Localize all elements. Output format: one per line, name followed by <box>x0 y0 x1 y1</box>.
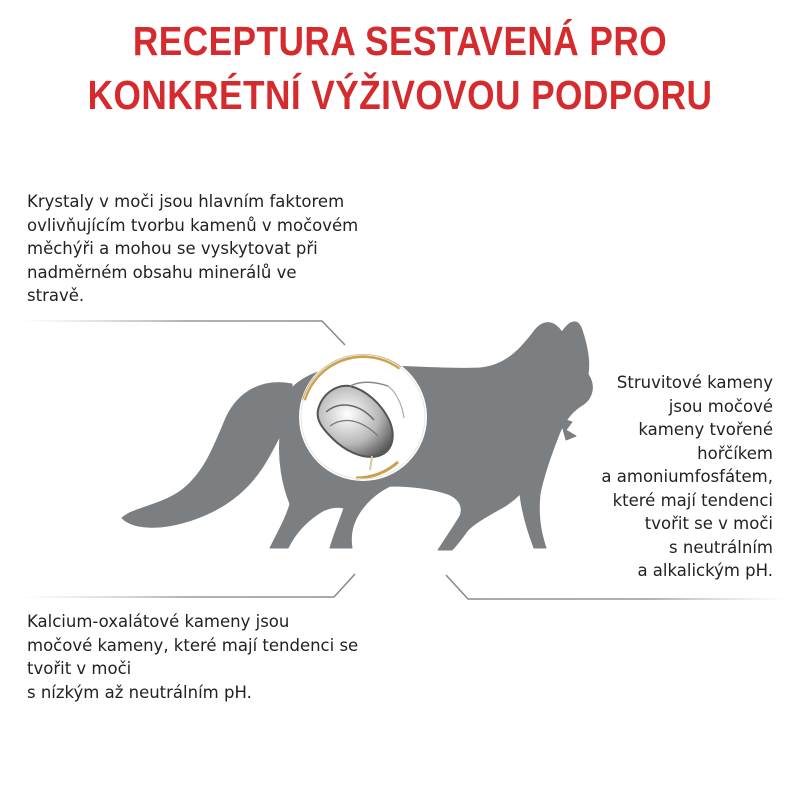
struvite-line-9: a alkalickým pH. <box>637 561 773 580</box>
title-line-2: KONKRÉTNÍ VÝŽIVOVOU PODPORU <box>87 72 713 118</box>
crystals-line-4: nadměrném obsahu minerálů ve <box>27 262 297 282</box>
calcium-line-1: Kalcium-oxalátové kameny jsou <box>27 612 290 631</box>
struvite-line-2: jsou močové <box>668 396 773 416</box>
connector-top-left <box>20 321 345 345</box>
crystals-line-5: stravě. <box>27 286 85 305</box>
calcium-oxalate-description <box>27 610 358 704</box>
crystals-line-2: ovlivňujícím tvorbu kamenů v močovém <box>27 215 359 235</box>
calcium-line-3: tvořit v moči <box>27 659 132 678</box>
calcium-line-2: močové kameny, které mají tendenci se <box>27 635 359 655</box>
struvite-line-6: které mají tendenci <box>612 490 773 510</box>
struvite-description <box>601 371 773 583</box>
calcium-line-4: s nízkým až neutrálním pH. <box>27 682 252 702</box>
crystals-line-1: Krystaly v moči jsou hlavním faktorem <box>27 192 345 211</box>
crystals-description <box>27 190 358 308</box>
struvite-line-1: Struvitové kameny <box>616 373 773 392</box>
struvite-line-7: tvořit se v moči <box>644 514 773 533</box>
bladder-icon <box>299 353 427 481</box>
struvite-line-8: s neutrálním <box>669 537 773 557</box>
struvite-line-3: kameny tvořené <box>638 420 773 439</box>
crystals-line-3: měchýři a mohou se vyskytovat při <box>27 239 318 258</box>
struvite-line-4: hořčíkem <box>697 443 773 463</box>
connector-bottom-left <box>20 574 355 597</box>
struvite-line-5: a amoniumfosfátem, <box>601 467 773 486</box>
title-line-1: RECEPTURA SESTAVENÁ PRO <box>132 18 668 64</box>
